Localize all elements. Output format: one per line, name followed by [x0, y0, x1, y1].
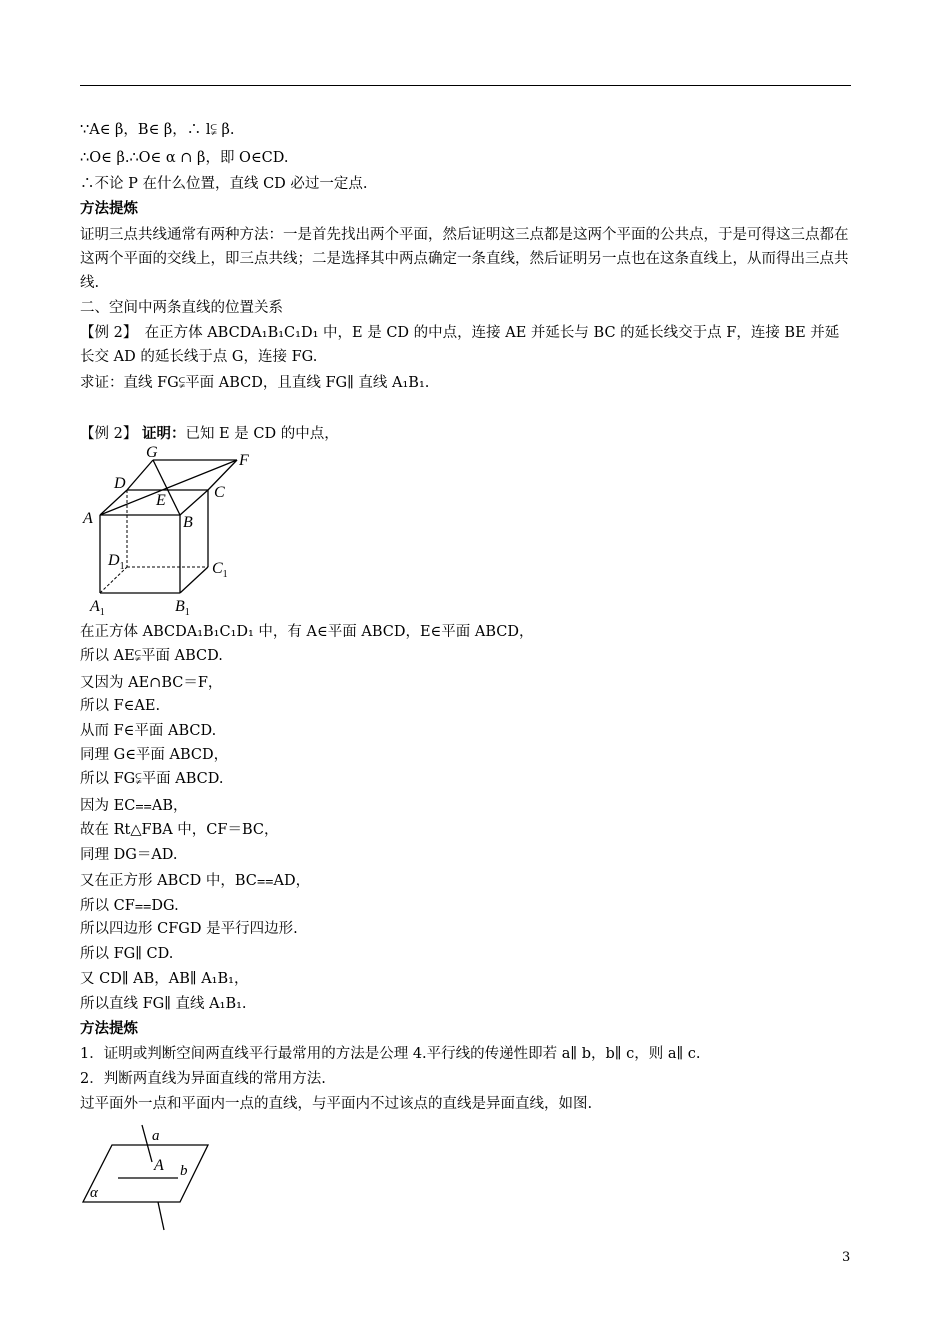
- proof-line: 又因为 AE∩BC＝F，: [80, 675, 223, 691]
- proof-line: 所以 AE⫋平面 ABCD.: [80, 648, 223, 664]
- text-line: ∴不论 P 在什么位置，直线 CD 必过一定点.: [80, 176, 368, 192]
- proof-label: 证明：: [141, 425, 186, 442]
- label-a: A: [83, 510, 93, 527]
- example-tag: 【例 2】: [80, 426, 138, 442]
- label-b1: $B_1$: [175, 598, 190, 618]
- proof-line: 从而 F∈平面 ABCD.: [80, 723, 217, 739]
- label-a1: $A_1$: [90, 598, 105, 618]
- label-point-a: A: [154, 1157, 164, 1174]
- proof-line: 同理 G∈平面 ABCD，: [80, 747, 229, 763]
- label-d1: $D_1$: [108, 552, 125, 572]
- label-d: D: [114, 475, 126, 492]
- proof-line: 所以 CF⩵DG.: [80, 898, 179, 914]
- header-rule: [80, 85, 851, 86]
- label-e: E: [156, 492, 166, 509]
- label-g: G: [146, 444, 158, 461]
- cube-figure: [80, 443, 270, 618]
- label-line-b: b: [180, 1163, 188, 1179]
- proof-line: 又在正方形 ABCD 中，BC⩵AD，: [80, 873, 311, 889]
- method-line: 2．判断两直线为异面直线的常用方法.: [80, 1071, 326, 1087]
- method-paragraph: 证明三点共线通常有两种方法：一是首先找出两个平面，然后证明这三点都是这两个平面的公共点，于是可得这三点都在这两个平面的交线上，即三点共线；二是选择其中两点确定一条直线，然后证明另一点也在这条直线上，从而得出三点共线.: [80, 227, 849, 291]
- proof-intro: [80, 425, 339, 443]
- label-c1: $C_1$: [212, 560, 228, 580]
- label-b: B: [183, 514, 193, 531]
- section-title: 二、空间中两条直线的位置关系: [80, 300, 283, 316]
- label-plane-alpha: α: [90, 1185, 98, 1201]
- proof-intro-text: 已知 E 是 CD 的中点，: [185, 426, 339, 442]
- label-c: C: [214, 484, 225, 501]
- proof-line: 所以 FG∥ CD.: [80, 946, 174, 962]
- section-heading: 方法提炼: [80, 1020, 138, 1037]
- text-line: ∵A∈ β，B∈ β，∴ l⫋ β.: [80, 122, 235, 138]
- label-line-a: a: [152, 1128, 160, 1144]
- proof-line: 同理 DG＝AD.: [80, 847, 178, 863]
- proof-line: 所以 F∈AE.: [80, 698, 161, 714]
- proof-line: 所以 FG⫋平面 ABCD.: [80, 771, 224, 787]
- prove-statement: 求证：直线 FG⫋平面 ABCD，且直线 FG∥ 直线 A₁B₁.: [80, 375, 430, 391]
- proof-line: 因为 EC⩵AB，: [80, 798, 188, 814]
- example-statement: 【例 2】 在正方体 ABCDA₁B₁C₁D₁ 中，E 是 CD 的中点，连接 AE 并延长与 BC 的延长线交于点 F，连接 BE 并延长交 AD 的延长线于点 G，连接 FG.: [80, 325, 840, 365]
- proof-line: 故在 Rt△FBA 中，CF＝BC，: [80, 822, 279, 838]
- proof-line: 又 CD∥ AB，AB∥ A₁B₁，: [80, 971, 249, 987]
- label-f: F: [239, 452, 249, 469]
- plane-figure: [80, 1120, 220, 1235]
- method-line: 过平面外一点和平面内一点的直线，与平面内不过该点的直线是异面直线，如图.: [80, 1096, 593, 1112]
- page-number: 3: [842, 1250, 851, 1265]
- proof-line: 在正方体 ABCDA₁B₁C₁D₁ 中，有 A∈平面 ABCD，E∈平面 ABCD，: [80, 624, 534, 640]
- method-line: 1．证明或判断空间两直线平行最常用的方法是公理 4.平行线的传递性即若 a∥ b，b∥ c，则 a∥ c.: [80, 1046, 701, 1062]
- text-line: ∴O∈ β.∴O∈ α ∩ β，即 O∈CD.: [80, 150, 289, 166]
- section-heading: 方法提炼: [80, 200, 138, 217]
- proof-line: 所以直线 FG∥ 直线 A₁B₁.: [80, 996, 247, 1012]
- proof-line: 所以四边形 CFGD 是平行四边形.: [80, 921, 298, 937]
